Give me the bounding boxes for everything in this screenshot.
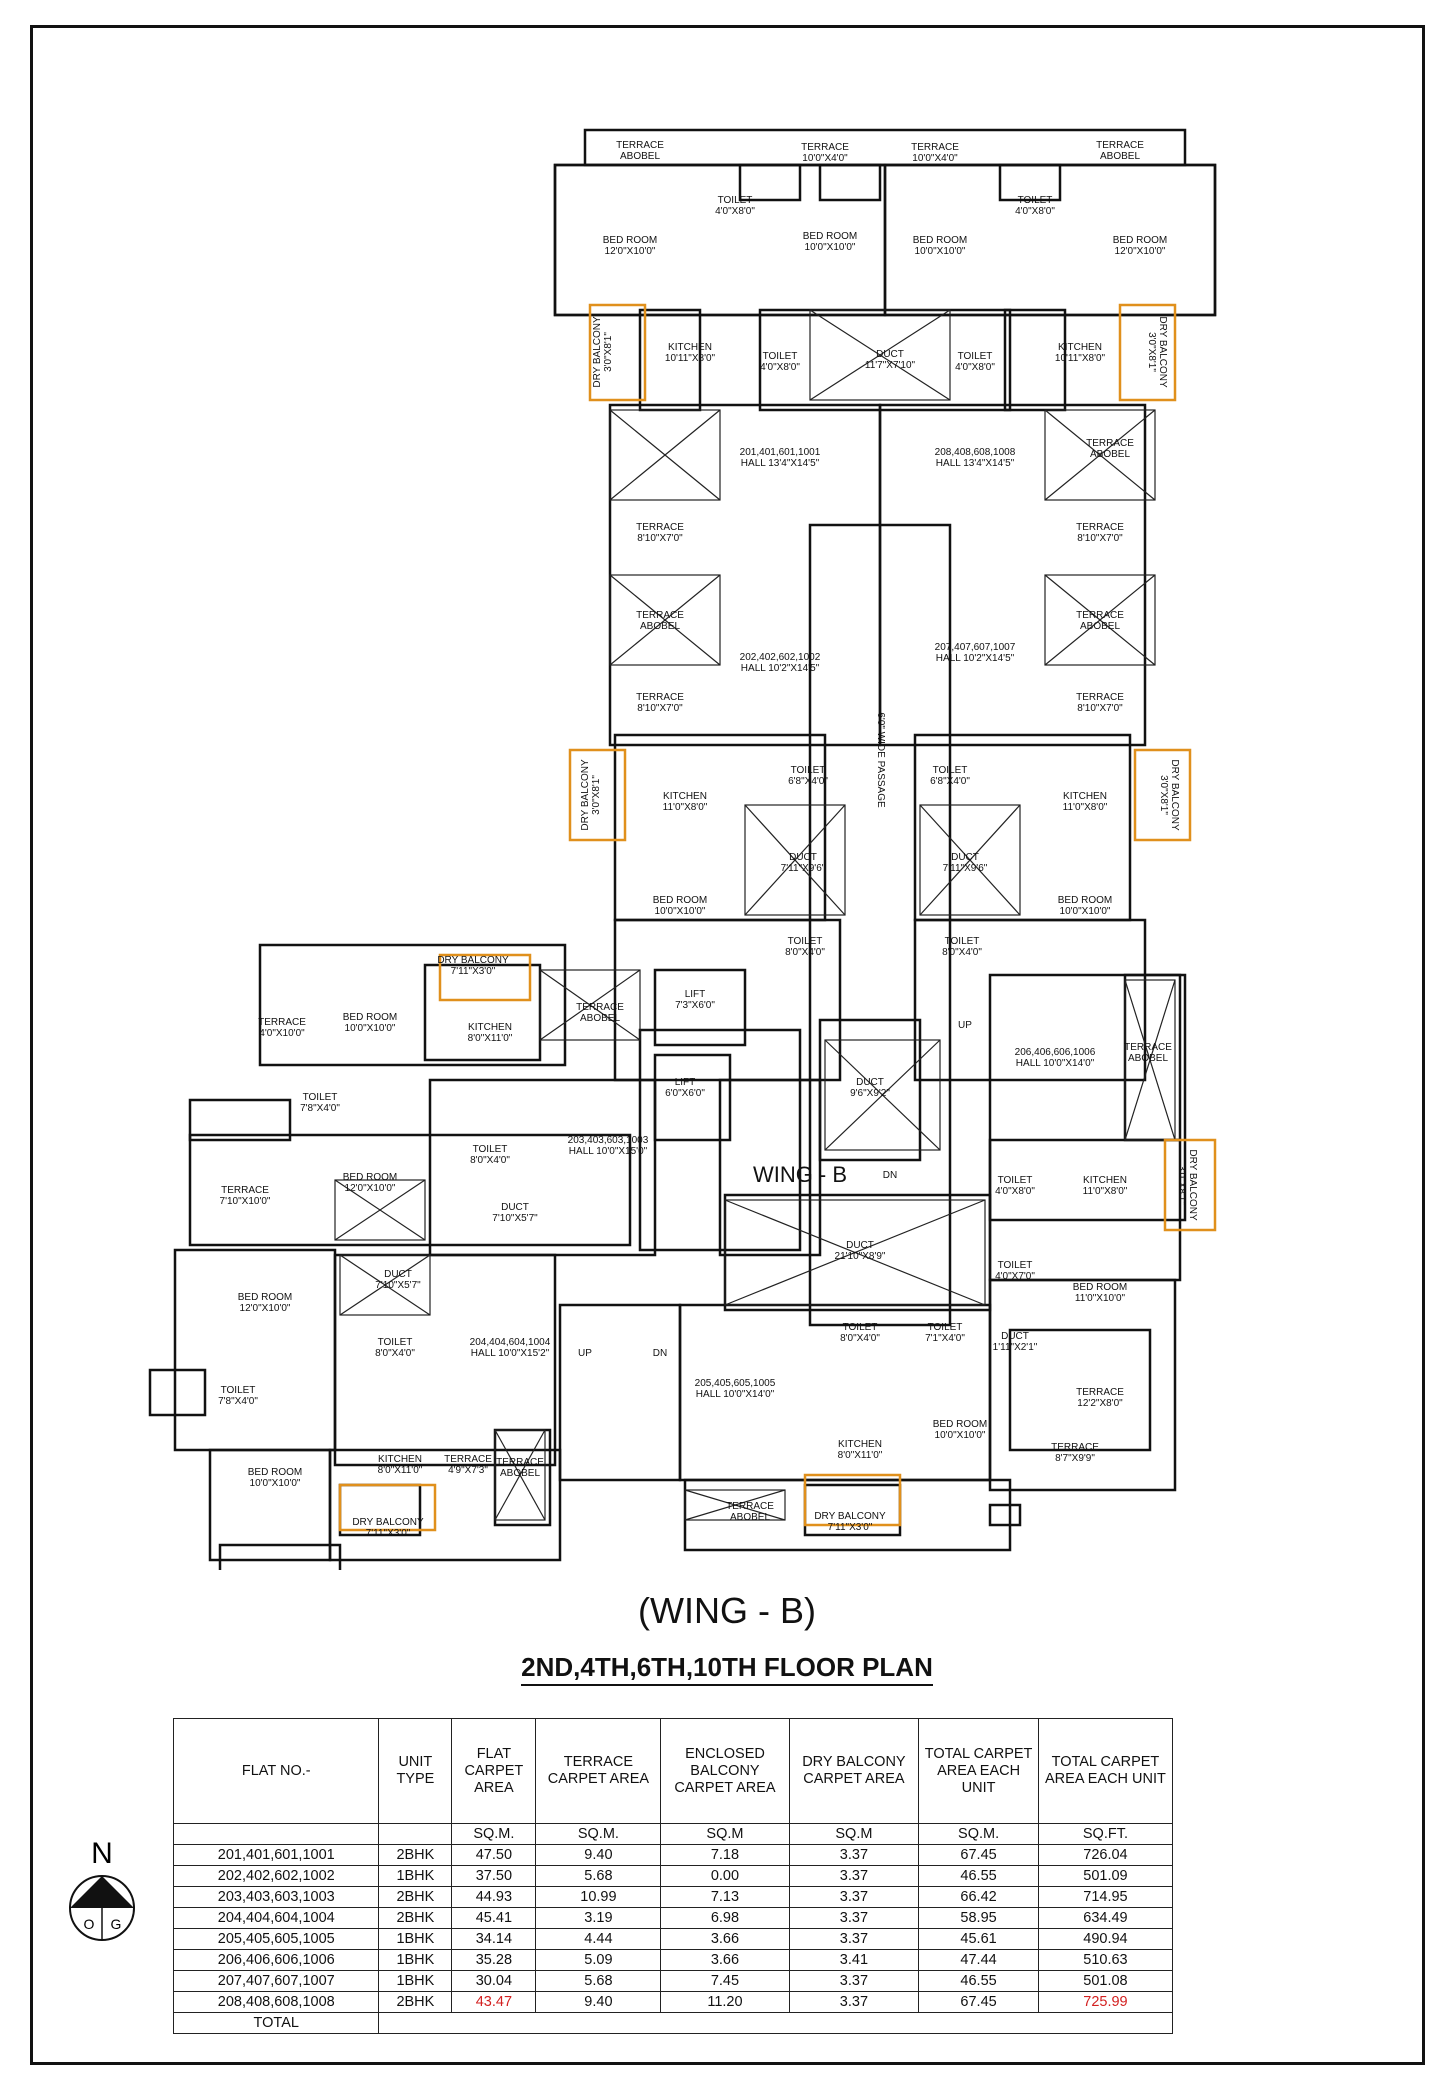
room-name-label: BED ROOM [932,1419,988,1430]
stair-up-label-2: UP [578,1348,592,1359]
room-size-label: 7'11"X9'6" [942,863,988,874]
room-size-label: 8'10"X7'0" [637,533,683,544]
plan-wall-outline [990,1505,1020,1525]
room-name-label: BED ROOM [237,1292,293,1303]
room-name-label: TERRACE [726,1501,774,1512]
area-table-cell: 201,401,601,1001 [174,1845,379,1866]
area-table-cell: 634.49 [1038,1908,1172,1929]
plan-wall-outline [990,1140,1180,1280]
room-name-label: KITCHEN [838,1439,882,1450]
area-table-cell: 46.55 [919,1971,1039,1992]
unit-cell: SQ.M [789,1824,919,1845]
col-total-sqft: TOTAL CARPET AREA EACH UNIT [1038,1719,1172,1824]
room-name-label: TOILET [717,195,753,206]
room-name-label: DUCT [846,1240,874,1251]
area-table-cell: 7.13 [661,1887,789,1908]
dry-balcony-side-label: DRY BALCONY [1169,759,1180,831]
room-name-label: TERRACE [1124,1042,1172,1053]
plan-wall-outline [915,735,1130,920]
room-size-label: ABOBEL [729,1512,771,1523]
dry-balcony-side-label: DRY BALCONY [1187,1149,1198,1221]
room-size-label: 4'0"X7'0" [995,1271,1035,1282]
unit-cell: SQ.M [661,1824,789,1845]
area-table-cell: 501.08 [1038,1971,1172,1992]
area-table-row [174,1845,1173,1866]
room-size-label: 9'6"X9'2" [850,1088,890,1099]
area-table-cell: 67.45 [919,1845,1039,1866]
area-table-cell: 44.93 [452,1887,536,1908]
area-table-cell: 3.66 [661,1950,789,1971]
room-name-label: 201,401,601,1001 [739,447,821,458]
plan-cross-boxes [335,310,1175,1520]
room-size-label: 8'10"X7'0" [1077,533,1123,544]
room-size-label: 8'0"X11'0" [377,1465,423,1476]
room-name-label: TOILET [957,351,993,362]
room-name-label: DUCT [1001,1331,1029,1342]
room-name-label: KITCHEN [468,1022,512,1033]
room-name-label: DUCT [789,852,817,863]
area-table-cell: 2BHK [379,1845,452,1866]
room-name-label: TERRACE [911,142,959,153]
room-name-label: TERRACE [576,1002,624,1013]
room-name-label: BED ROOM [342,1012,398,1023]
room-name-label: BED ROOM [912,235,968,246]
room-name-label: TOILET [787,936,823,947]
area-table-cell: 202,402,602,1002 [174,1866,379,1887]
room-size-label: 10'0"X10'0" [914,246,966,257]
room-size-label: 7'10"X10'0" [219,1196,271,1207]
room-size-label: HALL 10'0"X15'0" [568,1146,648,1157]
area-table-cell: 7.45 [661,1971,789,1992]
room-name-label: DUCT [876,349,904,360]
room-name-label: 202,402,602,1002 [739,652,821,663]
room-size-label: 8'0"X4'0" [470,1155,510,1166]
room-size-label: ABOBEL [1099,151,1141,162]
room-name-label: TOILET [302,1092,338,1103]
room-size-label: 7'11"X9'6" [780,863,826,874]
area-table-cell: 3.41 [789,1950,919,1971]
area-table-cell: 58.95 [919,1908,1039,1929]
room-size-label: 4'9"X7'3" [448,1465,488,1476]
room-name-label: 207,407,607,1007 [934,642,1016,653]
wing-center-label: WING - B [752,1162,848,1187]
room-name-label: TERRACE [636,692,684,703]
room-name-label: TERRACE [496,1457,544,1468]
plan-wall-outline [175,1250,335,1450]
room-name-label: BED ROOM [342,1172,398,1183]
room-size-label: ABOBEL [579,1013,621,1024]
room-name-label: BED ROOM [652,895,708,906]
room-name-label: TERRACE [636,522,684,533]
plan-title [0,1652,1454,1683]
room-name-label: DRY BALCONY [437,955,509,966]
area-table-cell: 45.41 [452,1908,536,1929]
area-table-cell: 206,406,606,1006 [174,1950,379,1971]
plan-title-text: 2ND,4TH,6TH,10TH FLOOR PLAN [521,1652,933,1686]
room-name-label: TOILET [1017,195,1053,206]
room-name-label: TERRACE [1076,692,1124,703]
room-size-label: 7'8"X4'0" [218,1396,258,1407]
area-table [173,1718,1173,2034]
room-size-label: HALL 13'4"X14'5" [935,458,1015,469]
area-table-cell: 47.50 [452,1845,536,1866]
room-size-label: 8'10"X7'0" [1077,703,1123,714]
room-size-label: 8'10"X7'0" [637,703,683,714]
area-table-cell: 11.20 [661,1992,789,2013]
room-name-label: TOILET [842,1322,878,1333]
area-table-cell: 43.47 [452,1992,536,2013]
room-name-label: TOILET [927,1322,963,1333]
stair-up-label: UP [958,1020,972,1031]
area-table-row [174,1950,1173,1971]
area-table-cell: 3.37 [789,1866,919,1887]
plan-wall-outline [425,965,540,1060]
north-compass-icon [62,1835,142,1945]
area-table-cell: 2BHK [379,1887,452,1908]
plan-wall-outline [820,165,880,200]
area-table-cell: 46.55 [919,1866,1039,1887]
room-name-label: DRY BALCONY [814,1511,886,1522]
area-table-cell: 203,403,603,1003 [174,1887,379,1908]
room-name-label: LIFT [684,989,706,1000]
room-name-label: KITCHEN [1063,791,1107,802]
room-name-label: TOILET [377,1337,413,1348]
room-size-label: 10'0"X4'0" [802,153,848,164]
unit-cell [174,1824,379,1845]
area-table-row [174,1887,1173,1908]
compass-g-label: G [110,1916,122,1932]
area-table-cell: 7.18 [661,1845,789,1866]
room-size-label: 10'0"X10'0" [249,1478,301,1489]
room-name-label: LIFT [674,1077,696,1088]
dry-balcony-side-size: 3'0"X8'1" [1146,332,1157,372]
room-size-label: 11'0"X8'0" [1062,802,1108,813]
room-name-label: TERRACE [1051,1442,1099,1453]
area-table-cell: 725.99 [1038,1992,1172,2013]
total-label: TOTAL [174,2013,379,2034]
area-table-cell: 2BHK [379,1908,452,1929]
room-size-label: 4'0"X8'0" [715,206,755,217]
col-dry-balcony: DRY BALCONY CARPET AREA [789,1719,919,1824]
room-name-label: TERRACE [1076,1387,1124,1398]
room-size-label: ABOBEL [1089,449,1131,460]
room-size-label: ABOBEL [499,1468,541,1479]
room-size-label: 10'0"X10'0" [934,1430,986,1441]
room-size-label: HALL 10'0"X14'0" [695,1389,775,1400]
room-size-label: 8'0"X11'0" [467,1033,513,1044]
unit-cell: SQ.FT. [1038,1824,1172,1845]
area-table-cell: 3.66 [661,1929,789,1950]
room-name-label: 204,404,604,1004 [469,1337,551,1348]
area-table-cell: 490.94 [1038,1929,1172,1950]
area-table-cell: 3.37 [789,1908,919,1929]
area-table-cell: 3.37 [789,1971,919,1992]
area-table-total-row [174,2013,1173,2034]
room-size-label: 8'0"X4'0" [840,1333,880,1344]
room-size-label: 7'10"X5'7" [375,1280,421,1291]
room-size-label: 8'0"X4'0" [375,1348,415,1359]
room-size-label: 6'8"X4'0" [788,776,828,787]
room-name-label: BED ROOM [1057,895,1113,906]
room-size-label: 8'7"X9'9" [1055,1453,1095,1464]
room-size-label: 6'8"X4'0" [930,776,970,787]
room-name-label: TERRACE [801,142,849,153]
col-enclosed-balcony: ENCLOSED BALCONY CARPET AREA [661,1719,789,1824]
area-table-cell: 37.50 [452,1866,536,1887]
room-size-label: 6'0"X6'0" [665,1088,705,1099]
plan-wall-outline [260,945,565,1065]
room-name-label: TOILET [997,1175,1033,1186]
col-total-sqm: TOTAL CARPET AREA EACH UNIT [919,1719,1039,1824]
room-name-label: TOILET [220,1385,256,1396]
area-table-cell: 5.09 [536,1950,661,1971]
stair-dn-label-2: DN [652,1348,668,1359]
room-size-label: 7'3"X6'0" [675,1000,715,1011]
room-size-label: 10'0"X4'0" [912,153,958,164]
room-name-label: BED ROOM [1112,235,1168,246]
area-table-cell: 30.04 [452,1971,536,1992]
area-table-cell: 1BHK [379,1866,452,1887]
plan-wall-outline [220,1545,340,1570]
dry-balcony-side-size: 3'0"X8'1" [591,775,602,815]
area-table-cell: 5.68 [536,1866,661,1887]
room-size-label: ABOBEL [619,151,661,162]
room-size-label: 8'0"X4'0" [785,947,825,958]
room-size-label: ABOBEL [1079,621,1121,632]
area-table-body [174,1845,1173,2034]
room-size-label: 12'0"X10'0" [1114,246,1166,257]
area-table-cell: 3.19 [536,1908,661,1929]
area-table-cell: 5.68 [536,1971,661,1992]
plan-wall-outline [150,1370,205,1415]
area-table-cell: 726.04 [1038,1845,1172,1866]
room-name-label: TERRACE [221,1185,269,1196]
passage-label: 6'0" WIDE PASSAGE [875,712,886,808]
area-table-cell: 34.14 [452,1929,536,1950]
room-name-label: DRY BALCONY [352,1517,424,1528]
area-table-cell: 35.28 [452,1950,536,1971]
room-size-label: ABOBEL [639,621,681,632]
area-table-cell: 66.42 [919,1887,1039,1908]
room-size-label: 12'0"X10'0" [344,1183,396,1194]
col-unit-type: UNIT TYPE [379,1719,452,1824]
room-size-label: HALL 10'2"X14'5" [740,663,820,674]
room-name-label: TERRACE [1076,610,1124,621]
dry-balcony-side-size: 3'0"X8'1" [1176,1165,1187,1205]
room-size-label: 4'0"X8'0" [1015,206,1055,217]
room-name-label: 208,408,608,1008 [934,447,1016,458]
room-size-label: 11'0"X8'0" [1082,1186,1128,1197]
room-name-label: KITCHEN [378,1454,422,1465]
room-size-label: 7'11"X3'0" [827,1522,873,1533]
plan-wall-outline [585,130,1185,165]
plan-wall-outline [335,1255,555,1465]
compass-n-label: N [91,1837,113,1870]
room-size-label: 10'11"X8'0" [1054,353,1106,364]
room-size-label: 10'11"X8'0" [664,353,716,364]
area-table-cell: 3.37 [789,1887,919,1908]
room-size-label: 1'11"X2'1" [992,1342,1038,1353]
room-size-label: 7'8"X4'0" [300,1103,340,1114]
col-flat-carpet: FLAT CARPET AREA [452,1719,536,1824]
compass-o-label: O [83,1916,95,1932]
unit-cell: SQ.M. [536,1824,661,1845]
room-size-label: 7'10"X5'7" [492,1213,538,1224]
room-name-label: DUCT [501,1202,529,1213]
room-size-label: 4'0"X10'0" [259,1028,305,1039]
dry-balcony-side-label: DRY BALCONY [580,759,591,831]
area-table-cell: 10.99 [536,1887,661,1908]
area-table-row [174,1866,1173,1887]
room-size-label: HALL 10'2"X14'5" [935,653,1015,664]
room-size-label: 10'0"X10'0" [344,1023,396,1034]
room-name-label: TERRACE [444,1454,492,1465]
dry-balcony-side-size: 3'0"X8'1" [1158,775,1169,815]
plan-wall-outline [430,1080,655,1255]
room-size-label: ABOBEL [1127,1053,1169,1064]
room-size-label: 4'0"X8'0" [760,362,800,373]
room-size-label: 11'0"X10'0" [1074,1293,1126,1304]
room-size-label: 10'0"X10'0" [804,242,856,253]
room-name-label: 206,406,606,1006 [1014,1047,1096,1058]
area-table-cell: 1BHK [379,1971,452,1992]
area-table-cell: 207,407,607,1007 [174,1971,379,1992]
room-name-label: KITCHEN [663,791,707,802]
stair-dn-label: DN [882,1170,898,1181]
room-size-label: 10'0"X10'0" [1059,906,1111,917]
room-size-label: 11'0"X8'0" [662,802,708,813]
plan-wall-outline [615,735,825,920]
room-name-label: DUCT [856,1077,884,1088]
area-table-row [174,1992,1173,2013]
room-name-label: TOILET [790,765,826,776]
room-name-label: TERRACE [258,1017,306,1028]
room-name-label: TOILET [472,1144,508,1155]
dry-balcony-side-label: DRY BALCONY [1157,316,1168,388]
room-name-label: BED ROOM [802,231,858,242]
dry-balcony-side-size: 3'0"X8'1" [603,332,614,372]
room-size-label: 4'0"X8'0" [955,362,995,373]
room-name-label: TERRACE [616,140,664,151]
room-size-label: 7'1"X4'0" [925,1333,965,1344]
room-name-label: BED ROOM [602,235,658,246]
area-table-cell: 6.98 [661,1908,789,1929]
area-table-cell: 47.44 [919,1950,1039,1971]
area-table-cell: 3.37 [789,1992,919,2013]
area-table-cell: 9.40 [536,1845,661,1866]
area-table-cell: 0.00 [661,1866,789,1887]
area-table-cell: 67.45 [919,1992,1039,2013]
area-table-row [174,1971,1173,1992]
dry-balcony-side-label: DRY BALCONY [592,316,603,388]
room-name-label: KITCHEN [1058,342,1102,353]
col-terrace-carpet: TERRACE CARPET AREA [536,1719,661,1824]
room-size-label: HALL 10'0"X14'0" [1015,1058,1095,1069]
room-name-label: 203,403,603,1003 [567,1135,649,1146]
area-table-cell: 510.63 [1038,1950,1172,1971]
room-size-label: 11'7"X7'10" [864,360,916,371]
room-size-label: 12'0"X10'0" [239,1303,291,1314]
room-name-label: TOILET [762,351,798,362]
room-size-label: 12'2"X8'0" [1077,1398,1123,1409]
unit-cell [379,1824,452,1845]
room-size-label: 10'0"X10'0" [654,906,706,917]
room-name-label: 205,405,605,1005 [694,1378,776,1389]
area-table-cell: 714.95 [1038,1887,1172,1908]
area-table-row [174,1929,1173,1950]
room-name-label: TOILET [944,936,980,947]
area-table-cell: 208,408,608,1008 [174,1992,379,2013]
area-table-cell: 9.40 [536,1992,661,2013]
room-name-label: BED ROOM [1072,1282,1128,1293]
area-table-cell: 501.09 [1038,1866,1172,1887]
room-size-label: 12'0"X10'0" [604,246,656,257]
room-size-label: 8'0"X11'0" [837,1450,883,1461]
area-table-cell: 4.44 [536,1929,661,1950]
area-table-cell: 45.61 [919,1929,1039,1950]
room-name-label: TERRACE [636,610,684,621]
area-table-cell: 2BHK [379,1992,452,2013]
wing-title: (WING - B) [638,1590,816,1631]
room-name-label: TERRACE [1096,140,1144,151]
room-size-label: 4'0"X8'0" [995,1186,1035,1197]
room-size-label: 7'11"X3'0" [450,966,496,977]
room-size-label: HALL 13'4"X14'5" [740,458,820,469]
area-table-cell: 3.37 [789,1929,919,1950]
room-name-label: TOILET [997,1260,1033,1271]
room-size-label: HALL 10'0"X15'2" [470,1348,550,1359]
room-name-label: BED ROOM [247,1467,303,1478]
area-table-units-row [174,1824,1173,1845]
area-table-cell: 204,404,604,1004 [174,1908,379,1929]
area-table-cell: 3.37 [789,1845,919,1866]
room-name-label: DUCT [951,852,979,863]
room-size-label: 8'0"X4'0" [942,947,982,958]
room-size-label: 21'10"X8'9" [834,1251,886,1262]
area-table-cell: 1BHK [379,1929,452,1950]
area-table-cell: 1BHK [379,1950,452,1971]
unit-cell: SQ.M. [919,1824,1039,1845]
room-name-label: TERRACE [1086,438,1134,449]
col-flat-no: FLAT NO.- [174,1719,379,1824]
area-table-header-row [174,1719,1173,1824]
room-name-label: TERRACE [1076,522,1124,533]
room-name-label: DUCT [384,1269,412,1280]
room-name-label: TOILET [932,765,968,776]
room-name-label: KITCHEN [1083,1175,1127,1186]
room-name-label: KITCHEN [668,342,712,353]
area-table-cell: 205,405,605,1005 [174,1929,379,1950]
area-table-row [174,1908,1173,1929]
plan-wall-outline [560,1305,680,1480]
total-value-cell [379,2013,1173,2034]
unit-cell: SQ.M. [452,1824,536,1845]
room-size-label: 7'11"X3'0" [365,1528,411,1539]
